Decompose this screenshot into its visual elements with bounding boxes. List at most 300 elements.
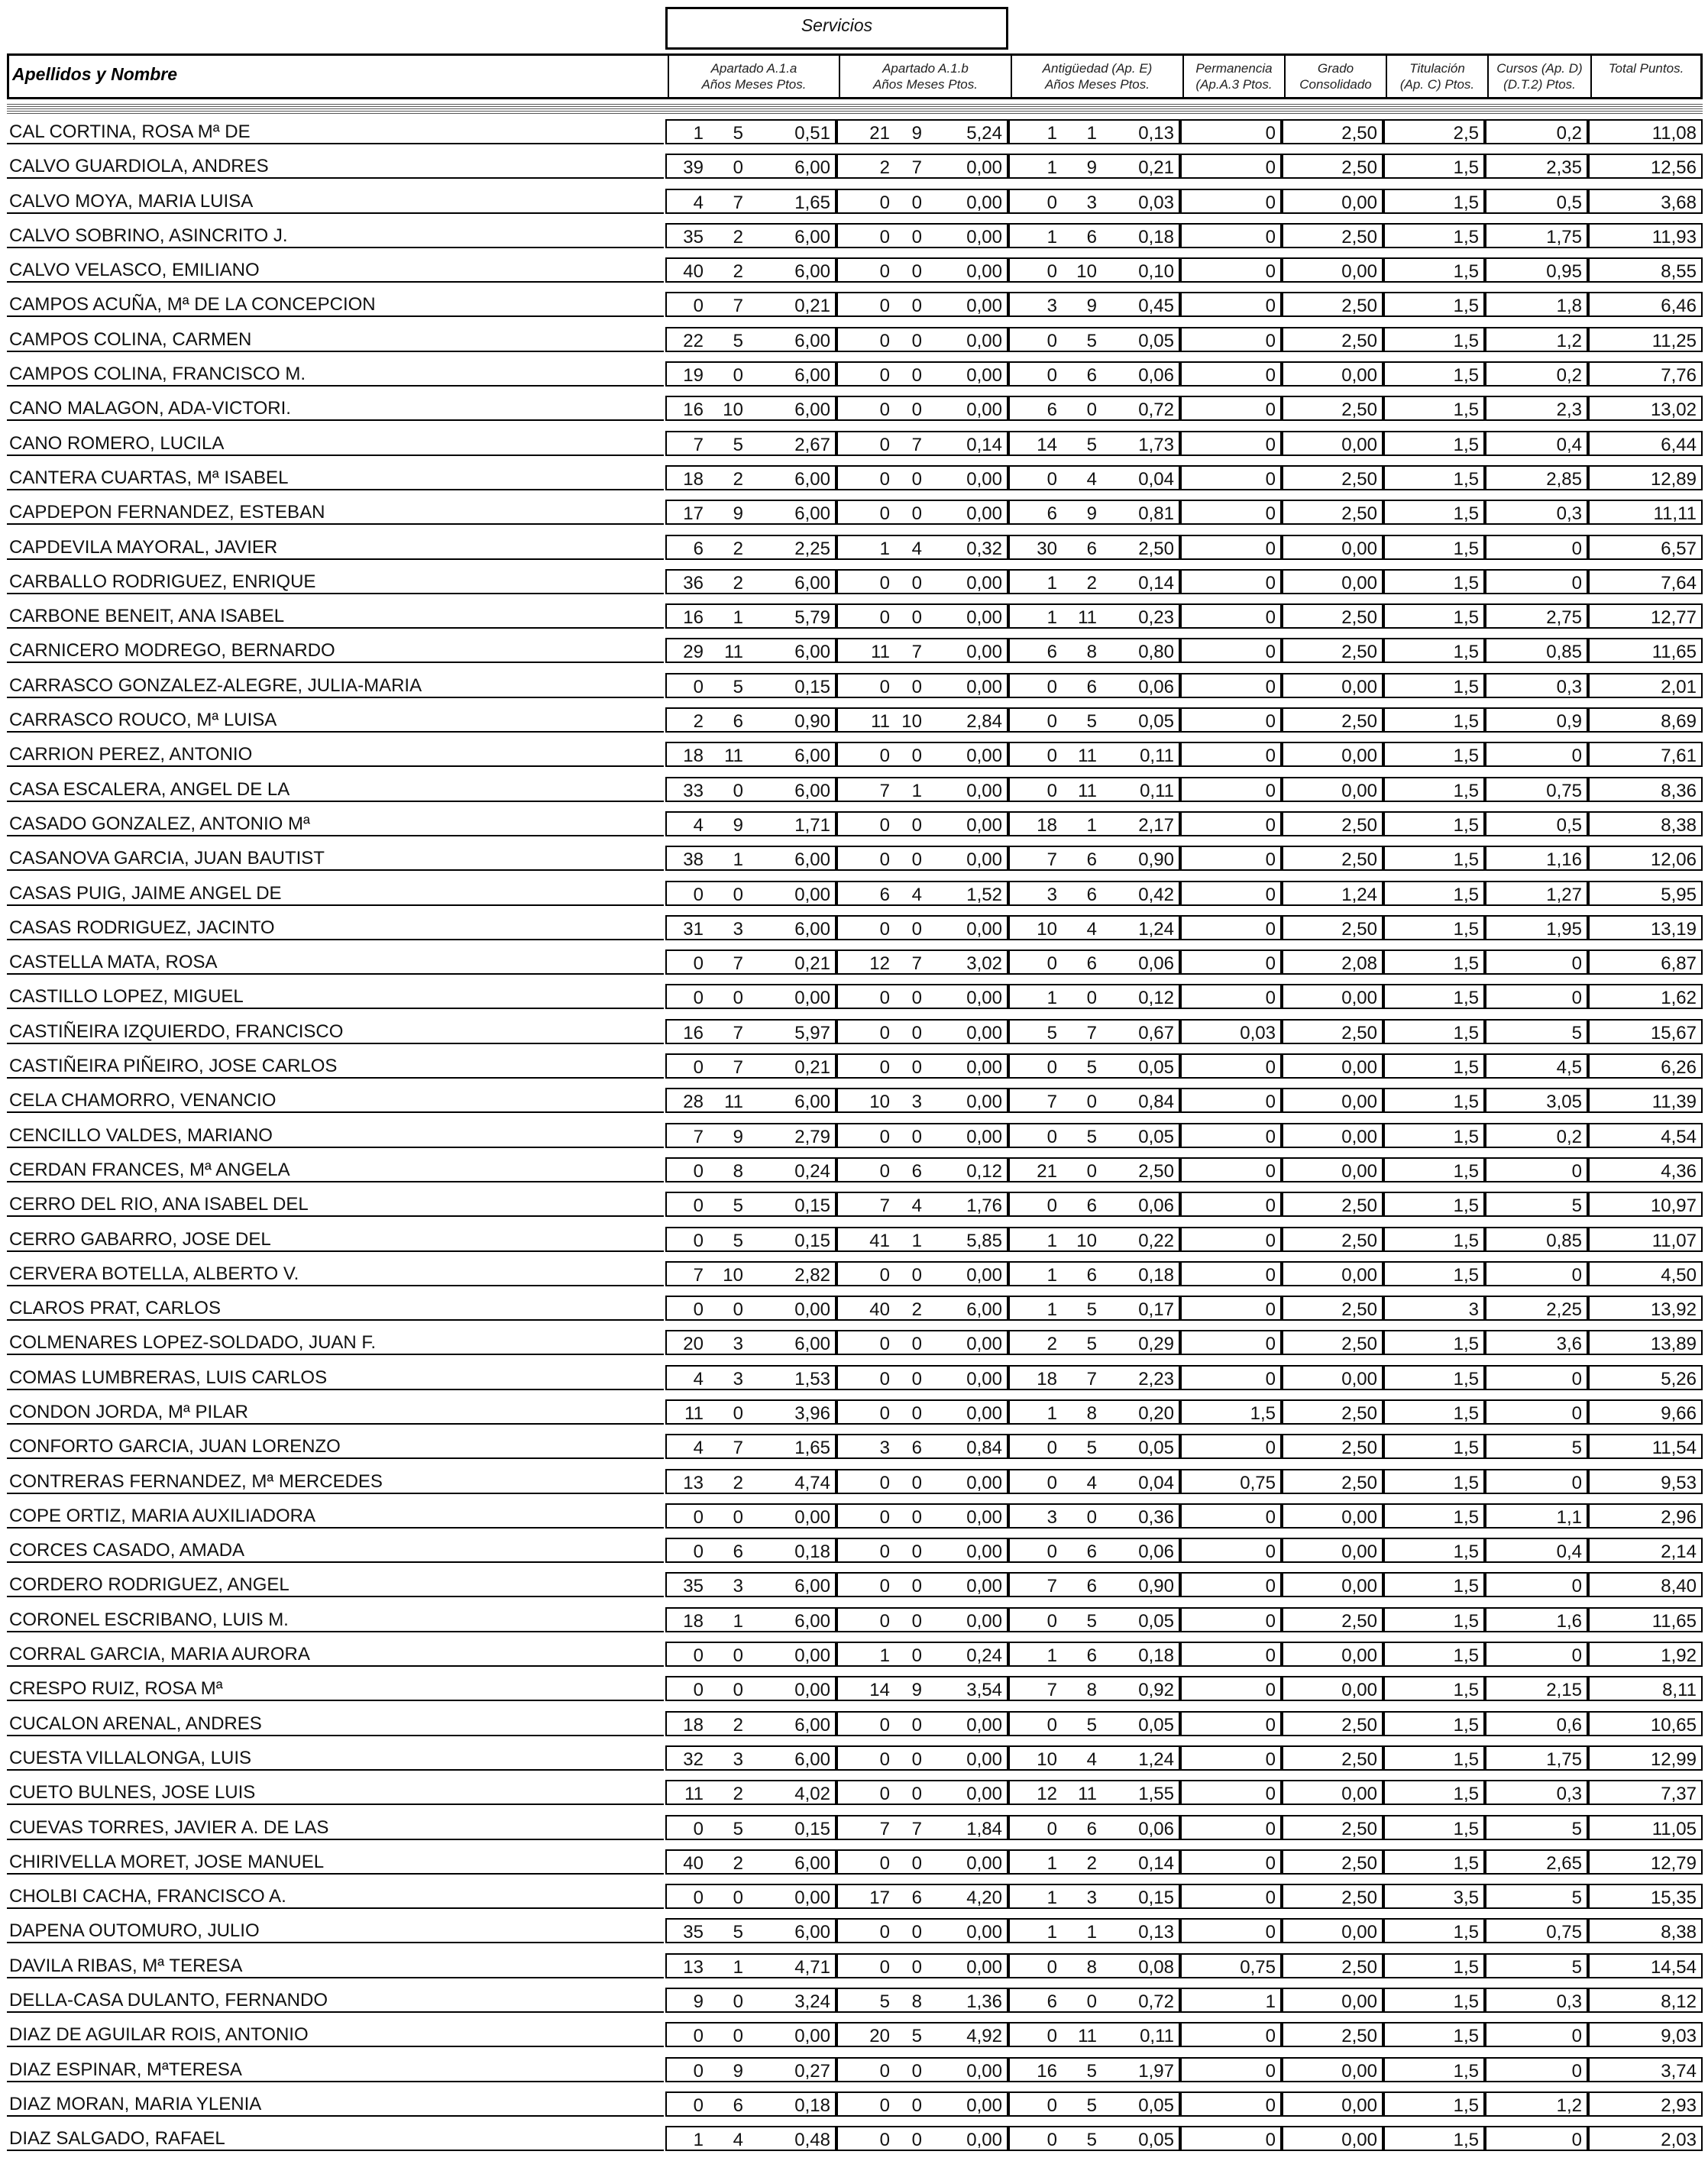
- titulacion-cell: 1,5: [1383, 1192, 1485, 1217]
- permanencia-cell: 0: [1180, 1815, 1282, 1840]
- a1b-group: [836, 1053, 1008, 1079]
- a1a-ptos-cell: 0,90: [794, 711, 830, 733]
- antiguedad-group: [1008, 2022, 1180, 2047]
- a1b-group: [836, 1988, 1008, 2013]
- a1b-anos-cell: 1: [879, 538, 890, 559]
- antiguedad-meses-cell: 0: [1086, 1506, 1097, 1528]
- name-cell: CERRO GABARRO, JOSE DEL: [7, 1227, 664, 1252]
- a1a-meses-cell: 0: [733, 1299, 743, 1321]
- antiguedad-ptos-cell: 0,18: [1138, 1645, 1174, 1667]
- antiguedad-ptos-cell: 0,72: [1138, 1991, 1174, 2013]
- name-cell: CONFORTO GARCIA, JUAN LORENZO: [7, 1434, 664, 1459]
- antiguedad-anos-cell: 30: [1037, 538, 1057, 559]
- a1b-meses-cell: 0: [911, 607, 922, 629]
- a1a-anos-cell: 16: [683, 1022, 704, 1043]
- a1a-group: [665, 1642, 836, 1667]
- a1a-ptos-cell: 0,18: [794, 2095, 830, 2116]
- antiguedad-ptos-cell: 0,11: [1140, 780, 1174, 801]
- a1b-anos-cell: 0: [879, 1126, 890, 1147]
- total-cell: 11,11: [1588, 500, 1703, 525]
- antiguedad-ptos-cell: 0,84: [1138, 1092, 1174, 1113]
- cursos-cell: 0,2: [1485, 1123, 1588, 1148]
- titulacion-cell: 1,5: [1383, 500, 1485, 525]
- a1a-group: [665, 154, 836, 179]
- a1b-group: [836, 1780, 1008, 1805]
- table-row: [7, 465, 1703, 500]
- titulacion-cell: 1,5: [1383, 1053, 1485, 1079]
- a1b-anos-cell: 0: [879, 1956, 890, 1978]
- antiguedad-ptos-cell: 0,04: [1138, 1472, 1174, 1493]
- a1a-ptos-cell: 0,00: [794, 1888, 830, 1909]
- total-cell: 3,74: [1588, 2057, 1703, 2082]
- antiguedad-meses-cell: 0: [1086, 400, 1097, 421]
- cursos-cell: 5: [1485, 1192, 1588, 1217]
- antiguedad-group: [1008, 742, 1180, 767]
- grado-cell: 2,50: [1282, 119, 1383, 144]
- permanencia-cell: 0: [1180, 465, 1282, 490]
- a1a-meses-cell: 10: [723, 1264, 743, 1286]
- antiguedad-group: [1008, 1607, 1180, 1632]
- cursos-cell: 0,85: [1485, 638, 1588, 663]
- antiguedad-meses-cell: 9: [1086, 503, 1097, 525]
- total-cell: 8,36: [1588, 777, 1703, 802]
- total-cell: 12,06: [1588, 846, 1703, 871]
- antiguedad-group: [1008, 1365, 1180, 1390]
- titulacion-cell: 1,5: [1383, 2057, 1485, 2082]
- a1a-meses-cell: 5: [733, 1922, 743, 1943]
- a1a-anos-cell: 39: [683, 157, 704, 179]
- antiguedad-meses-cell: 5: [1086, 2060, 1097, 2082]
- titulacion-cell: 1,5: [1383, 1227, 1485, 1252]
- a1a-anos-cell: 4: [693, 814, 704, 836]
- titulacion-cell: 1,5: [1383, 1988, 1485, 2013]
- cursos-cell: 0,75: [1485, 777, 1588, 802]
- antiguedad-ptos-cell: 0,05: [1138, 1126, 1174, 1147]
- permanencia-cell: 0: [1180, 673, 1282, 698]
- a1b-meses-cell: 0: [911, 1922, 922, 1943]
- a1a-group: [665, 1227, 836, 1252]
- name-cell: DIAZ SALGADO, RAFAEL: [7, 2126, 664, 2151]
- table-row: [7, 1780, 1703, 1814]
- a1b-ptos-cell: 2,84: [966, 711, 1002, 733]
- a1a-meses-cell: 5: [733, 330, 743, 351]
- total-cell: 4,54: [1588, 1123, 1703, 1148]
- table-row: [7, 949, 1703, 984]
- antiguedad-ptos-cell: 0,92: [1138, 1680, 1174, 1701]
- a1a-meses-cell: 7: [733, 1022, 743, 1043]
- a1a-ptos-cell: 0,51: [794, 123, 830, 144]
- grado-cell: 0,00: [1282, 1365, 1383, 1390]
- a1a-meses-cell: 3: [733, 1749, 743, 1770]
- total-cell: 2,96: [1588, 1503, 1703, 1529]
- cursos-cell: 0: [1485, 984, 1588, 1009]
- a1a-group: [665, 1157, 836, 1182]
- a1b-ptos-cell: 0,32: [966, 538, 1002, 559]
- cursos-cell: 0: [1485, 2126, 1588, 2151]
- a1b-meses-cell: 0: [911, 1610, 922, 1632]
- a1a-anos-cell: 18: [683, 468, 704, 490]
- a1a-group: [665, 707, 836, 733]
- a1a-meses-cell: 2: [733, 1472, 743, 1493]
- antiguedad-anos-cell: 1: [1046, 1299, 1057, 1321]
- a1a-ptos-cell: 6,00: [794, 1334, 830, 1355]
- table-row: [7, 1642, 1703, 1676]
- a1b-meses-cell: 0: [911, 2060, 922, 2082]
- titulacion-cell: 1,5: [1383, 154, 1485, 179]
- cursos-cell: 2,75: [1485, 603, 1588, 629]
- total-cell: 6,46: [1588, 292, 1703, 317]
- antiguedad-meses-cell: 6: [1086, 953, 1097, 975]
- a1a-meses-cell: 5: [733, 123, 743, 144]
- a1b-ptos-cell: 0,24: [966, 1645, 1002, 1667]
- table-row: [7, 223, 1703, 257]
- a1a-group: [665, 361, 836, 387]
- cursos-cell: 2,15: [1485, 1676, 1588, 1701]
- name-cell: CERDAN FRANCES, Mª ANGELA: [7, 1157, 664, 1182]
- antiguedad-meses-cell: 6: [1086, 1576, 1097, 1597]
- antiguedad-meses-cell: 7: [1086, 1022, 1097, 1043]
- titulacion-cell: 1,5: [1383, 1019, 1485, 1044]
- antiguedad-ptos-cell: 0,13: [1138, 123, 1174, 144]
- a1b-anos-cell: 0: [879, 434, 890, 455]
- a1a-ptos-cell: 0,24: [794, 1160, 830, 1182]
- a1b-anos-cell: 0: [879, 1472, 890, 1493]
- permanencia-cell: 0: [1180, 1745, 1282, 1771]
- a1b-anos-cell: 0: [879, 1784, 890, 1805]
- cursos-cell: 0: [1485, 1365, 1588, 1390]
- table-row: [7, 1676, 1703, 1710]
- titulacion-cell: 1,5: [1383, 777, 1485, 802]
- permanencia-cell: 0: [1180, 1123, 1282, 1148]
- total-cell: 12,89: [1588, 465, 1703, 490]
- cursos-cell: 0,5: [1485, 189, 1588, 214]
- antiguedad-ptos-cell: 0,05: [1138, 2095, 1174, 2116]
- col-cursos-header: Cursos (Ap. D) (D.T.2) Ptos.: [1487, 56, 1590, 97]
- a1a-anos-cell: 0: [693, 1299, 704, 1321]
- a1a-meses-cell: 5: [733, 676, 743, 697]
- a1b-anos-cell: 0: [879, 365, 890, 387]
- a1b-anos-cell: 0: [879, 226, 890, 247]
- a1b-group: [836, 1953, 1008, 1978]
- a1b-anos-cell: 0: [879, 746, 890, 767]
- a1a-meses-cell: 0: [733, 780, 743, 801]
- grado-cell: 0,00: [1282, 1988, 1383, 2013]
- titulacion-cell: 1,5: [1383, 1711, 1485, 1736]
- a1b-group: [836, 603, 1008, 629]
- a1b-meses-cell: 0: [911, 1472, 922, 1493]
- antiguedad-meses-cell: 5: [1086, 1126, 1097, 1147]
- a1b-meses-cell: 0: [911, 572, 922, 594]
- a1a-ptos-cell: 6,00: [794, 1576, 830, 1597]
- a1a-anos-cell: 4: [693, 192, 704, 213]
- permanencia-cell: 0: [1180, 154, 1282, 179]
- a1b-anos-cell: 0: [879, 1402, 890, 1424]
- a1a-anos-cell: 0: [693, 1680, 704, 1701]
- cursos-cell: 0: [1485, 1261, 1588, 1286]
- a1a-ptos-cell: 6,00: [794, 365, 830, 387]
- cursos-cell: 1,1: [1485, 1503, 1588, 1529]
- a1b-anos-cell: 0: [879, 2060, 890, 2082]
- a1b-group: [836, 1711, 1008, 1736]
- name-cell: CASTIÑEIRA IZQUIERDO, FRANCISCO: [7, 1019, 664, 1044]
- a1a-anos-cell: 0: [693, 1057, 704, 1079]
- a1b-ptos-cell: 0,00: [966, 1368, 1002, 1389]
- table-row: [7, 1711, 1703, 1745]
- a1b-meses-cell: 1: [911, 780, 922, 801]
- antiguedad-ptos-cell: 0,17: [1138, 1299, 1174, 1321]
- col-titulacion-header: Titulación (Ap. C) Ptos.: [1386, 56, 1487, 97]
- antiguedad-anos-cell: 6: [1046, 642, 1057, 663]
- table-row: [7, 1849, 1703, 1884]
- permanencia-cell: 0,75: [1180, 1953, 1282, 1978]
- a1a-meses-cell: 3: [733, 918, 743, 940]
- antiguedad-group: [1008, 361, 1180, 387]
- a1a-ptos-cell: 6,00: [794, 226, 830, 247]
- antiguedad-ptos-cell: 0,05: [1138, 1438, 1174, 1459]
- table-row: [7, 1434, 1703, 1468]
- a1b-meses-cell: 4: [911, 1195, 922, 1217]
- grado-cell: 2,50: [1282, 1227, 1383, 1252]
- total-cell: 10,97: [1588, 1192, 1703, 1217]
- antiguedad-meses-cell: 2: [1086, 1852, 1097, 1874]
- a1b-meses-cell: 0: [911, 468, 922, 490]
- a1a-meses-cell: 0: [733, 1506, 743, 1528]
- titulacion-cell: 1,5: [1383, 1088, 1485, 1113]
- antiguedad-ptos-cell: 0,15: [1138, 1888, 1174, 1909]
- a1b-ptos-cell: 0,00: [966, 1610, 1002, 1632]
- table-row: [7, 915, 1703, 949]
- antiguedad-group: [1008, 292, 1180, 317]
- name-cell: DIAZ DE AGUILAR ROIS, ANTONIO: [7, 2022, 664, 2047]
- antiguedad-meses-cell: 5: [1086, 2130, 1097, 2151]
- a1b-meses-cell: 6: [911, 1438, 922, 1459]
- permanencia-cell: 0: [1180, 777, 1282, 802]
- antiguedad-group: [1008, 1676, 1180, 1701]
- table-row: [7, 361, 1703, 396]
- total-cell: 6,57: [1588, 535, 1703, 560]
- a1a-anos-cell: 11: [684, 1784, 704, 1805]
- a1b-ptos-cell: 0,00: [966, 918, 1002, 940]
- total-cell: 1,62: [1588, 984, 1703, 1009]
- a1a-meses-cell: 0: [733, 157, 743, 179]
- a1b-ptos-cell: 0,00: [966, 400, 1002, 421]
- a1a-group: [665, 257, 836, 283]
- a1a-anos-cell: 0: [693, 2026, 704, 2047]
- antiguedad-anos-cell: 0: [1046, 711, 1057, 733]
- a1b-meses-cell: 0: [911, 1714, 922, 1736]
- antiguedad-ptos-cell: 0,14: [1138, 1852, 1174, 1874]
- total-cell: 8,11: [1588, 1676, 1703, 1701]
- a1b-anos-cell: 5: [879, 1991, 890, 2013]
- table-row: [7, 1365, 1703, 1399]
- antiguedad-anos-cell: 1: [1046, 1922, 1057, 1943]
- cursos-cell: 3,05: [1485, 1088, 1588, 1113]
- a1b-ptos-cell: 1,36: [966, 1991, 1002, 2013]
- total-cell: 13,19: [1588, 915, 1703, 940]
- titulacion-cell: 1,5: [1383, 1330, 1485, 1355]
- a1b-anos-cell: 0: [879, 607, 890, 629]
- titulacion-cell: 1,5: [1383, 949, 1485, 975]
- a1b-meses-cell: 0: [911, 226, 922, 247]
- grado-cell: 2,50: [1282, 327, 1383, 352]
- a1b-anos-cell: 0: [879, 1610, 890, 1632]
- grado-cell: 0,00: [1282, 431, 1383, 456]
- table-row: [7, 881, 1703, 915]
- permanencia-cell: 1,5: [1180, 1399, 1282, 1425]
- titulacion-cell: 1,5: [1383, 257, 1485, 283]
- a1a-group: [665, 2091, 836, 2117]
- antiguedad-group: [1008, 949, 1180, 975]
- permanencia-cell: 0: [1180, 1849, 1282, 1875]
- a1a-ptos-cell: 0,15: [794, 1818, 830, 1839]
- cursos-cell: 3,6: [1485, 1330, 1588, 1355]
- cursos-cell: 2,85: [1485, 465, 1588, 490]
- antiguedad-meses-cell: 6: [1086, 365, 1097, 387]
- antiguedad-meses-cell: 7: [1086, 1368, 1097, 1389]
- a1a-meses-cell: 7: [733, 1057, 743, 1079]
- grado-cell: 0,00: [1282, 2126, 1383, 2151]
- a1a-ptos-cell: 6,00: [794, 1610, 830, 1632]
- a1b-group: [836, 257, 1008, 283]
- a1b-anos-cell: 17: [869, 1888, 890, 1909]
- total-cell: 2,14: [1588, 1538, 1703, 1563]
- col-grado-header: Grado Consolidado: [1284, 56, 1386, 97]
- name-cell: COMAS LUMBRERAS, LUIS CARLOS: [7, 1365, 664, 1390]
- table-row: [7, 154, 1703, 188]
- table-row: [7, 119, 1703, 154]
- a1a-group: [665, 1676, 836, 1701]
- antiguedad-meses-cell: 1: [1086, 1922, 1097, 1943]
- a1b-meses-cell: 0: [911, 1057, 922, 1079]
- antiguedad-ptos-cell: 0,80: [1138, 642, 1174, 663]
- cursos-cell: 0,5: [1485, 811, 1588, 836]
- a1b-group: [836, 1884, 1008, 1909]
- antiguedad-anos-cell: 14: [1037, 434, 1057, 455]
- a1b-meses-cell: 0: [911, 1368, 922, 1389]
- a1b-meses-cell: 0: [911, 1506, 922, 1528]
- antiguedad-group: [1008, 1815, 1180, 1840]
- antiguedad-ptos-cell: 0,06: [1138, 1818, 1174, 1839]
- a1a-anos-cell: 29: [683, 642, 704, 663]
- a1a-anos-cell: 0: [693, 676, 704, 697]
- a1a-meses-cell: 0: [733, 884, 743, 905]
- total-cell: 8,69: [1588, 707, 1703, 733]
- table-row: [7, 189, 1703, 223]
- name-cell: CAMPOS ACUÑA, Mª DE LA CONCEPCION: [7, 292, 664, 317]
- name-cell: CASANOVA GARCIA, JUAN BAUTIST: [7, 846, 664, 871]
- antiguedad-meses-cell: 4: [1086, 468, 1097, 490]
- a1a-meses-cell: 0: [733, 1645, 743, 1667]
- antiguedad-group: [1008, 1192, 1180, 1217]
- antiguedad-anos-cell: 3: [1046, 1506, 1057, 1528]
- cursos-cell: 0: [1485, 949, 1588, 975]
- a1b-anos-cell: 0: [879, 1576, 890, 1597]
- name-cell: CUCALON ARENAL, ANDRES: [7, 1711, 664, 1736]
- a1b-ptos-cell: 0,00: [966, 1714, 1002, 1736]
- a1a-meses-cell: 2: [733, 261, 743, 283]
- a1a-meses-cell: 9: [733, 2060, 743, 2082]
- permanencia-cell: 0: [1180, 361, 1282, 387]
- a1a-group: [665, 1296, 836, 1321]
- a1b-group: [836, 742, 1008, 767]
- permanencia-cell: 0: [1180, 1434, 1282, 1459]
- titulacion-cell: 1,5: [1383, 223, 1485, 248]
- table-row: [7, 742, 1703, 776]
- antiguedad-ptos-cell: 0,67: [1138, 1022, 1174, 1043]
- antiguedad-anos-cell: 18: [1037, 814, 1057, 836]
- a1a-anos-cell: 9: [693, 1991, 704, 2013]
- antiguedad-anos-cell: 0: [1046, 2026, 1057, 2047]
- cursos-cell: 0: [1485, 742, 1588, 767]
- antiguedad-group: [1008, 1538, 1180, 1563]
- a1a-ptos-cell: 2,67: [794, 434, 830, 455]
- a1a-group: [665, 1088, 836, 1113]
- name-cell: CONDON JORDA, Mª PILAR: [7, 1399, 664, 1425]
- titulacion-cell: 1,5: [1383, 1572, 1485, 1597]
- a1a-anos-cell: 17: [683, 503, 704, 525]
- a1b-anos-cell: 0: [879, 572, 890, 594]
- a1b-meses-cell: 8: [911, 1991, 922, 2013]
- titulacion-cell: 1,5: [1383, 1953, 1485, 1978]
- a1b-meses-cell: 0: [911, 1402, 922, 1424]
- a1a-group: [665, 638, 836, 663]
- a1a-group: [665, 2057, 836, 2082]
- permanencia-cell: 0: [1180, 1088, 1282, 1113]
- name-cell: DIAZ MORAN, MARIA YLENIA: [7, 2091, 664, 2117]
- antiguedad-group: [1008, 189, 1180, 214]
- antiguedad-ptos-cell: 1,73: [1138, 434, 1174, 455]
- grado-cell: 2,50: [1282, 1296, 1383, 1321]
- name-cell: COPE ORTIZ, MARIA AUXILIADORA: [7, 1503, 664, 1529]
- a1a-anos-cell: 0: [693, 988, 704, 1009]
- a1b-ptos-cell: 0,00: [966, 1576, 1002, 1597]
- permanencia-cell: 0: [1180, 2057, 1282, 2082]
- grado-cell: 2,50: [1282, 465, 1383, 490]
- antiguedad-ptos-cell: 2,50: [1138, 1160, 1174, 1182]
- cursos-cell: 2,3: [1485, 396, 1588, 421]
- antiguedad-group: [1008, 881, 1180, 906]
- a1a-ptos-cell: 1,71: [794, 814, 830, 836]
- a1a-ptos-cell: 4,71: [794, 1956, 830, 1978]
- a1a-group: [665, 223, 836, 248]
- antiguedad-group: [1008, 1019, 1180, 1044]
- a1a-ptos-cell: 6,00: [794, 1922, 830, 1943]
- antiguedad-meses-cell: 10: [1076, 261, 1097, 283]
- antiguedad-ptos-cell: 0,23: [1138, 607, 1174, 629]
- antiguedad-anos-cell: 1: [1046, 1645, 1057, 1667]
- grado-cell: 2,50: [1282, 1711, 1383, 1736]
- grado-cell: 0,00: [1282, 673, 1383, 698]
- a1b-anos-cell: 41: [869, 1230, 890, 1251]
- table-row: [7, 603, 1703, 638]
- a1b-meses-cell: 0: [911, 2095, 922, 2116]
- cursos-cell: 0: [1485, 569, 1588, 594]
- a1b-ptos-cell: 0,84: [966, 1438, 1002, 1459]
- permanencia-cell: 0: [1180, 742, 1282, 767]
- table-row: [7, 811, 1703, 846]
- a1a-group: [665, 396, 836, 421]
- a1a-group: [665, 1434, 836, 1459]
- a1a-group: [665, 500, 836, 525]
- a1b-group: [836, 500, 1008, 525]
- antiguedad-group: [1008, 223, 1180, 248]
- total-cell: 9,66: [1588, 1399, 1703, 1425]
- a1b-group: [836, 846, 1008, 871]
- grado-cell: 2,50: [1282, 1019, 1383, 1044]
- titulacion-cell: 3: [1383, 1296, 1485, 1321]
- a1a-meses-cell: 0: [733, 1402, 743, 1424]
- cursos-cell: 2,65: [1485, 1849, 1588, 1875]
